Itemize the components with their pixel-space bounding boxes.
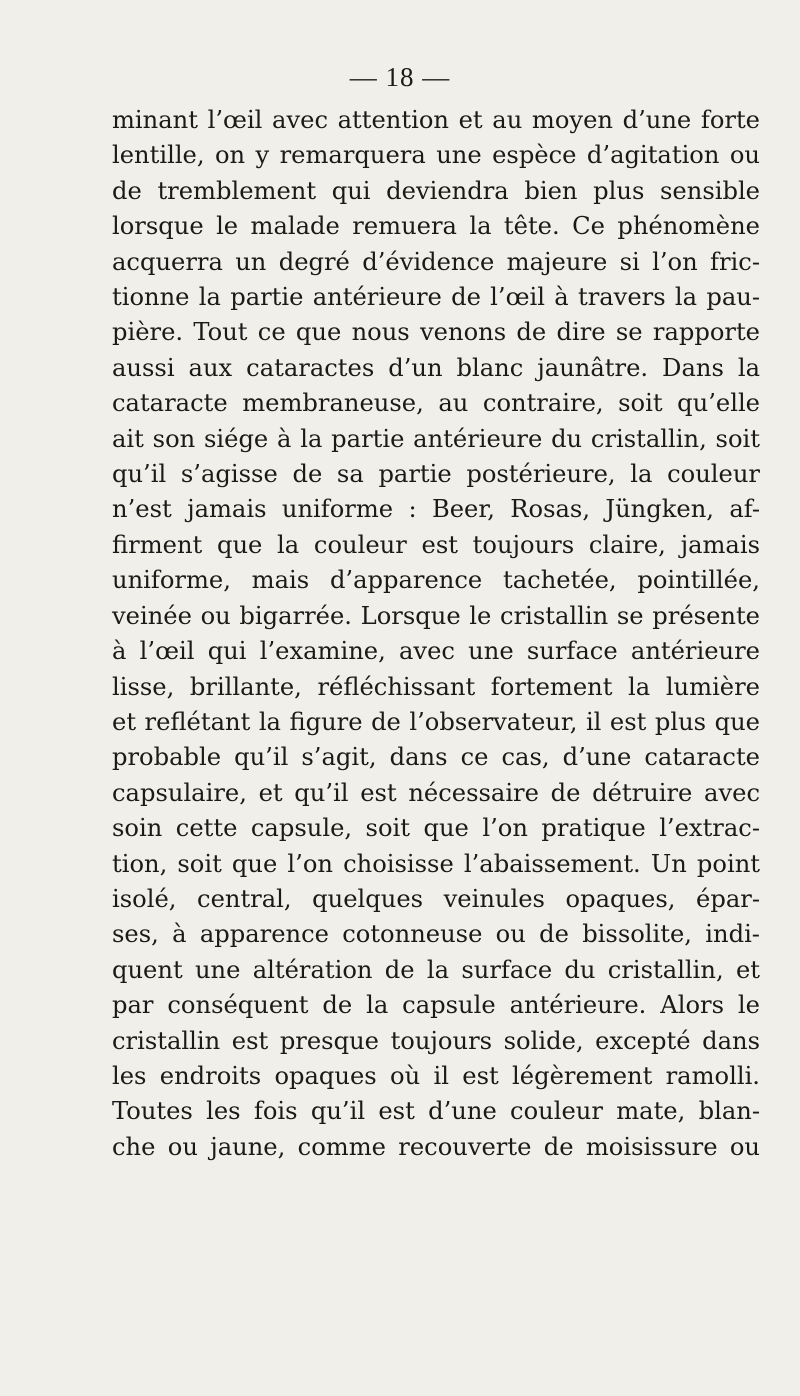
text-line: acquerra un degré d’évidence majeure si l’on fric- <box>112 247 760 276</box>
text-line: les endroits opaques où il est légèrement ramolli. <box>112 1061 760 1090</box>
text-line: tionne la partie antérieure de l’œil à travers la pau- <box>112 283 760 312</box>
text-line: n’est jamais uniforme : Beer, Rosas, Jüngken, af- <box>112 495 760 524</box>
page-number: — 18 — <box>349 62 451 92</box>
text-line: lisse, brillante, réfléchissant fortement la lumière <box>112 672 760 701</box>
text-line: firment que la couleur est toujours claire, jamais <box>112 530 760 559</box>
text-line: veinée ou bigarrée. Lorsque le cristallin se présente <box>112 601 760 630</box>
text-line: à l’œil qui l’examine, avec une surface antérieure <box>112 637 760 666</box>
text-line: de tremblement qui deviendra bien plus sensible <box>112 176 760 205</box>
text-line: isolé, central, quelques veinules opaques, épar- <box>112 884 760 913</box>
text-line: Toutes les fois qu’il est d’une couleur mate, blan- <box>112 1097 760 1126</box>
text-line: cristallin est presque toujours solide, excepté dans <box>112 1026 760 1055</box>
text-line: capsulaire, et qu’il est nécessaire de détruire avec <box>112 778 760 807</box>
text-line: lentille, on y remarquera une espèce d’agitation ou <box>112 141 760 170</box>
text-line: uniforme, mais d’apparence tachetée, pointillée, <box>112 566 760 595</box>
text-line: quent une altération de la surface du cristallin, et <box>112 955 760 984</box>
text-line: soin cette capsule, soit que l’on pratique l’extrac- <box>112 814 760 843</box>
text-line: che ou jaune, comme recouverte de moisissure ou <box>112 1132 760 1161</box>
text-line: par conséquent de la capsule antérieure. Alors le <box>112 991 760 1020</box>
text-line: qu’il s’agisse de sa partie postérieure, la couleur <box>112 460 760 489</box>
text-line: minant l’œil avec attention et au moyen d’une forte <box>112 106 760 134</box>
text-line: et reflétant la figure de l’observateur, il est plus que <box>112 707 760 736</box>
text-line: tion, soit que l’on choisisse l’abaissement. Un point <box>112 849 760 878</box>
text-line: pière. Tout ce que nous venons de dire se rapporte <box>112 318 760 347</box>
body-text <box>112 103 760 1165</box>
text-line: ait son siége à la partie antérieure du cristallin, soit <box>112 424 760 453</box>
text-line: ses, à apparence cotonneuse ou de bissolite, indi- <box>112 920 760 949</box>
text-line: cataracte membraneuse, au contraire, soit qu’elle <box>112 389 760 418</box>
text-line: lorsque le malade remuera la tête. Ce phénomène <box>112 212 760 241</box>
text-line: aussi aux cataractes d’un blanc jaunâtre. Dans la <box>112 353 760 382</box>
text-line: probable qu’il s’agit, dans ce cas, d’une cataracte <box>112 743 760 772</box>
